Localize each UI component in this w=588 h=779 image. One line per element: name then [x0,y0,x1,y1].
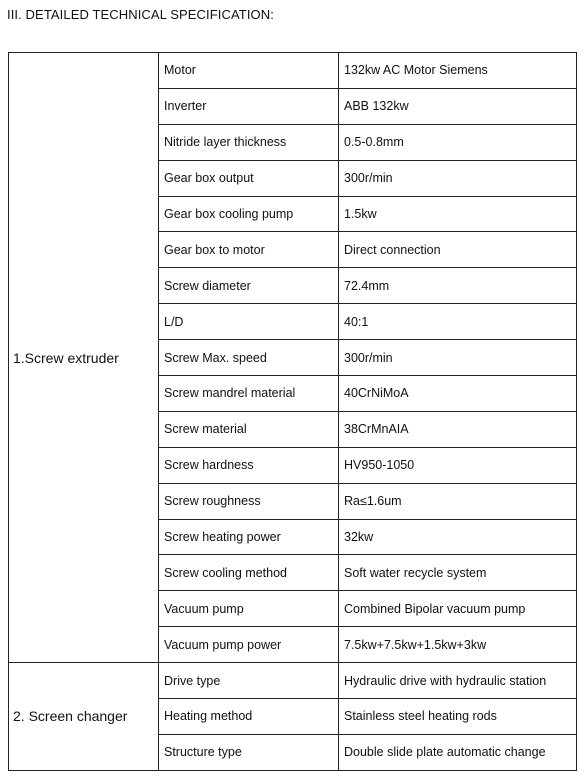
value-cell: ABB 132kw [339,88,577,124]
value-cell: 40CrNiMoA [339,376,577,412]
value-cell: 300r/min [339,340,577,376]
value-cell: Stainless steel heating rods [339,699,577,735]
value-cell: 300r/min [339,160,577,196]
value-cell: 40:1 [339,304,577,340]
value-cell: 38CrMnAIA [339,411,577,447]
parameter-cell: Screw diameter [159,268,339,304]
parameter-cell: Screw Max. speed [159,340,339,376]
group-label: 2. Screen changer [9,663,159,771]
value-cell: 7.5kw+7.5kw+1.5kw+3kw [339,627,577,663]
parameter-cell: Structure type [159,734,339,770]
section-heading: III. DETAILED TECHNICAL SPECIFICATION: [7,7,274,22]
value-cell: Double slide plate automatic change [339,734,577,770]
parameter-cell: Drive type [159,663,339,699]
parameter-cell: L/D [159,304,339,340]
value-cell: 72.4mm [339,268,577,304]
parameter-cell: Gear box cooling pump [159,196,339,232]
spec-table [8,52,577,771]
value-cell: 0.5-0.8mm [339,124,577,160]
parameter-cell: Inverter [159,88,339,124]
value-cell: Ra≤1.6um [339,483,577,519]
parameter-cell: Screw cooling method [159,555,339,591]
parameter-cell: Vacuum pump power [159,627,339,663]
parameter-cell: Screw roughness [159,483,339,519]
parameter-cell: Gear box to motor [159,232,339,268]
table-row [9,53,577,89]
parameter-cell: Screw mandrel material [159,376,339,412]
parameter-cell: Screw hardness [159,447,339,483]
value-cell: 1.5kw [339,196,577,232]
value-cell: HV950-1050 [339,447,577,483]
value-cell: Direct connection [339,232,577,268]
parameter-cell: Screw heating power [159,519,339,555]
table-row [9,663,577,699]
parameter-cell: Gear box output [159,160,339,196]
value-cell: Hydraulic drive with hydraulic station [339,663,577,699]
value-cell: Combined Bipolar vacuum pump [339,591,577,627]
parameter-cell: Nitride layer thickness [159,124,339,160]
parameter-cell: Vacuum pump [159,591,339,627]
parameter-cell: Heating method [159,699,339,735]
parameter-cell: Screw material [159,411,339,447]
value-cell: 132kw AC Motor Siemens [339,53,577,89]
value-cell: Soft water recycle system [339,555,577,591]
parameter-cell: Motor [159,53,339,89]
group-label: 1.Screw extruder [9,53,159,663]
value-cell: 32kw [339,519,577,555]
